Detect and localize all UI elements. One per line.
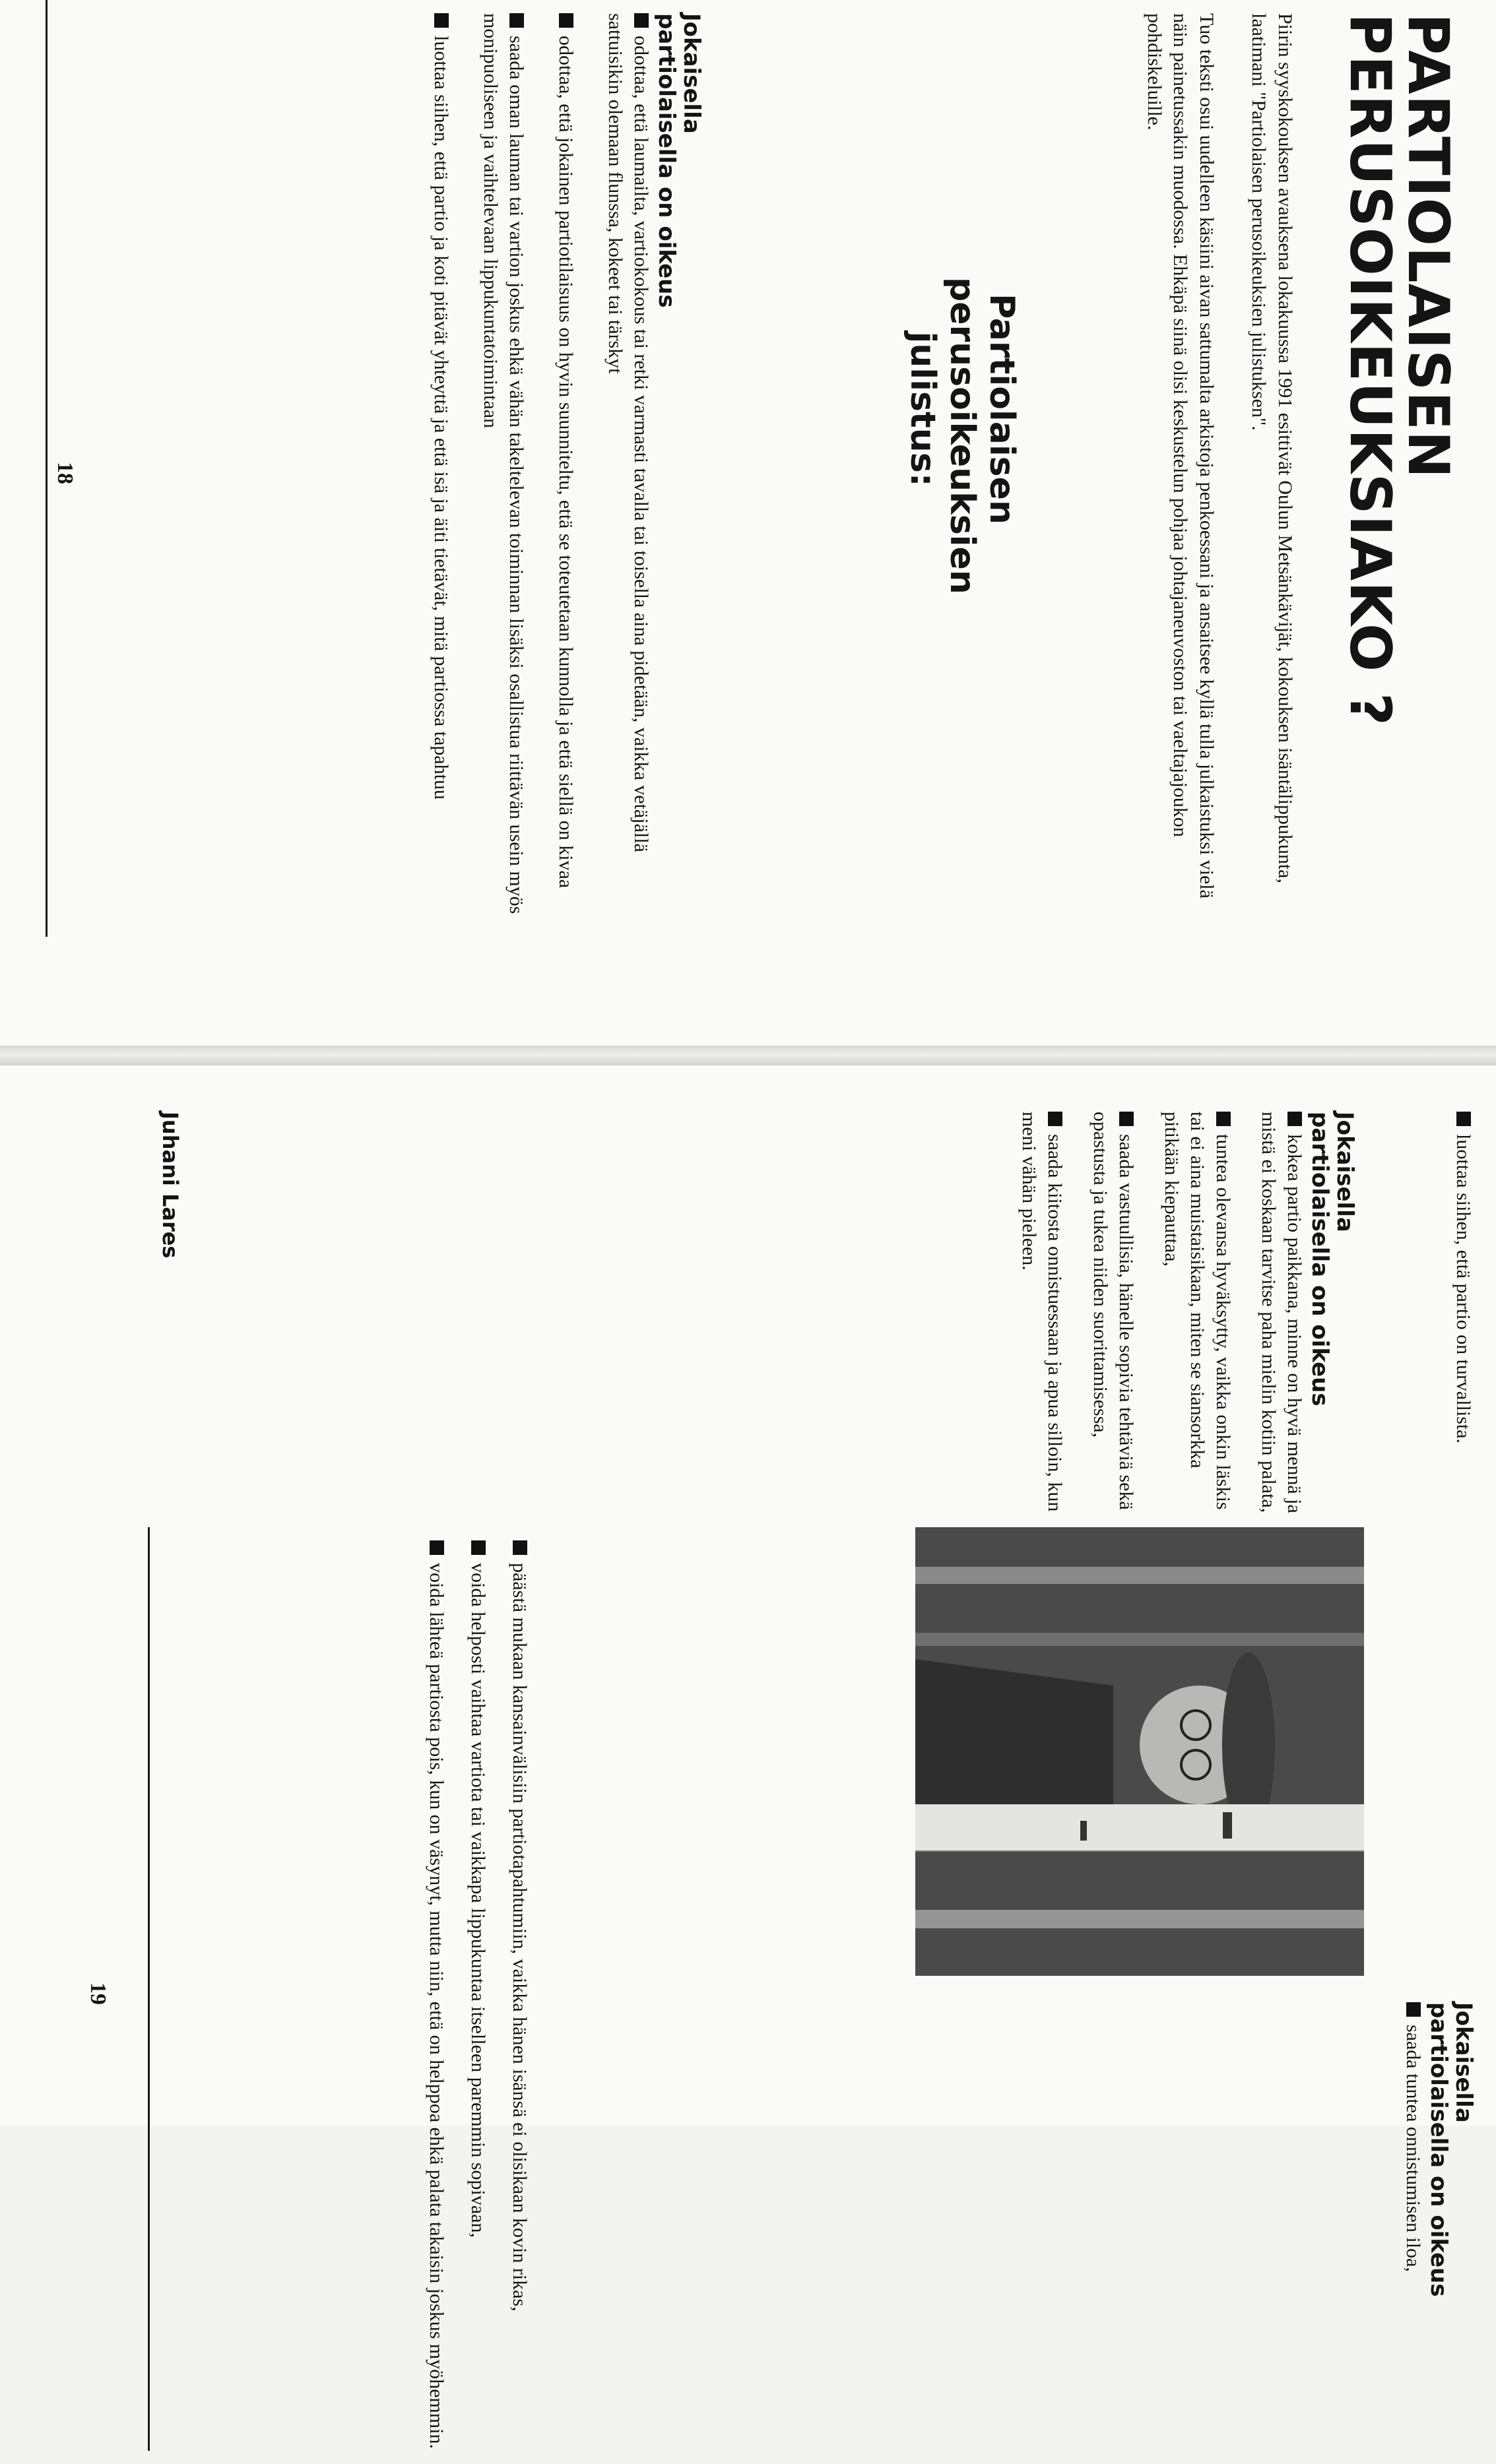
intro-paragraph-1: Piirin syyskokouksen avauksena lokakuussa 1991 esittivät Oulun Metsänkävijät, kokouksen isäntälippukunta, laatimani "Partiolaisen perusoikeuksien julistuksen".	[1248, 13, 1296, 883]
list-item: voida lähteä partiosta pois, kun on väsynyt, mutta niin, että on helppoa ehkä palata takaisin joskus myöhemmin.	[424, 1540, 449, 2464]
section-heading-line-1: Jokaisella	[678, 13, 705, 134]
section-heading-line-2: partiolaisella on oikeus	[1425, 2002, 1452, 2297]
page-number: 18	[53, 462, 77, 484]
list-item: saada oman lauman tai vartion joskus ehkä vähän takeltelevan toiminnan lisäksi osallistua riittävän usein myös monipuoliseen ja vaihtelevaan lippukuntatoimintaan	[478, 13, 529, 937]
page-18	[0, 0, 1496, 1046]
declaration-title-line-1: Partiolaisen	[982, 294, 1022, 524]
list-item: kokea partio paikkana, minne on hyvä mennä ja mistä ei koskaan tarvitse paha mielin kotiin palata,	[1256, 1112, 1307, 1521]
page-fold	[0, 1046, 1496, 1065]
list-item: päästä mukaan kansainvälisiin partiotapahtumiin, vaikka hänen isänsä ei olisikaan kovin rikas,	[507, 1540, 533, 2464]
list-item: odottaa, että jokainen partiotilaisuus on hyvin suunniteltu, että se toteutetaan kunnolla ja että siellä on kivaa	[553, 13, 579, 937]
headline-line-2: PERUSOIKEUKSIAKO ?	[1337, 13, 1404, 726]
declaration-title-line-2: perusoikeuksien	[942, 277, 983, 594]
headline-line-1: PARTIOLAISEN	[1395, 13, 1461, 479]
list-item: odottaa, että laumailta, vartiokokous tai retki varmasti tavalla tai toisella aina pidetään, vaikka vetäjällä sattuisikin olemaan flunssa, kokeet tai tärskyt	[602, 13, 654, 937]
section-heading-line-1: Jokaisella	[1450, 2002, 1477, 2123]
list-item: luottaa siihen, että partio ja koti pitävät yhteyttä ja että isä ja äiti tietävät, mitä partiossa tapahtuu	[428, 13, 454, 937]
list-item: tuntea olevansa hyväksytty, vaikka onkin läskis tai ei aina muistaisikaan, miten se siansorkka pitikään kiepauttaa,	[1159, 1112, 1236, 1521]
rights-section-3-continued	[424, 1540, 533, 2464]
section-heading-line-2: partiolaisella on oikeus	[653, 13, 680, 308]
declaration-title-line-3: julistus:	[903, 331, 943, 487]
section-heading-line-1: Jokaisella	[1332, 1112, 1358, 1232]
section-heading-line-2: partiolaisella on oikeus	[1306, 1112, 1333, 1406]
scout-photo	[915, 1527, 1364, 1976]
rights-section-3	[1400, 2002, 1476, 2424]
scout-photo-image	[915, 1527, 1364, 1976]
list-item: luottaa siihen, että partio on turvallista.	[1450, 1112, 1476, 1521]
page-19-content	[31, 1065, 1496, 2449]
page-number: 19	[86, 1982, 110, 2005]
footer-rule	[46, 0, 48, 937]
list-item: voida helposti vaihtaa vartiota tai vaikkapa lippukuntaa itselleen paremmin sopivaan,	[465, 1540, 491, 2464]
footer-rule	[148, 1527, 150, 2451]
declaration-title	[903, 277, 1022, 594]
list-item: saada tuntea onnistumisen iloa,	[1400, 2002, 1426, 2424]
rights-section-2	[1016, 1112, 1357, 1521]
page-19	[0, 1065, 1496, 2449]
list-item: saada vastuullisia, hänelle sopivia tehtäviä sekä opastusta ja tukea niiden suorittamisessa,	[1088, 1112, 1139, 1521]
author-name: Juhani Lares	[158, 1112, 183, 1259]
page-18-content	[31, 0, 1496, 1029]
intro-paragraph-2: Tuo teksti osui uudelleen käsiini aivan sattumalta arkistoja penkoessani ja ansaitsee kyllä tulla julkaistuksi vielä näin painetussakin muodossa. Ehkäpä siinä olisi keskustelun pohjaa johtajaneuvoston tai vaeltajajoukon pohdiskeluille.	[1143, 13, 1218, 899]
list-item: saada kiitosta onnistuessaan ja apua silloin, kun meni vähän pieleen.	[1016, 1112, 1068, 1521]
rights-section-1	[428, 13, 704, 937]
